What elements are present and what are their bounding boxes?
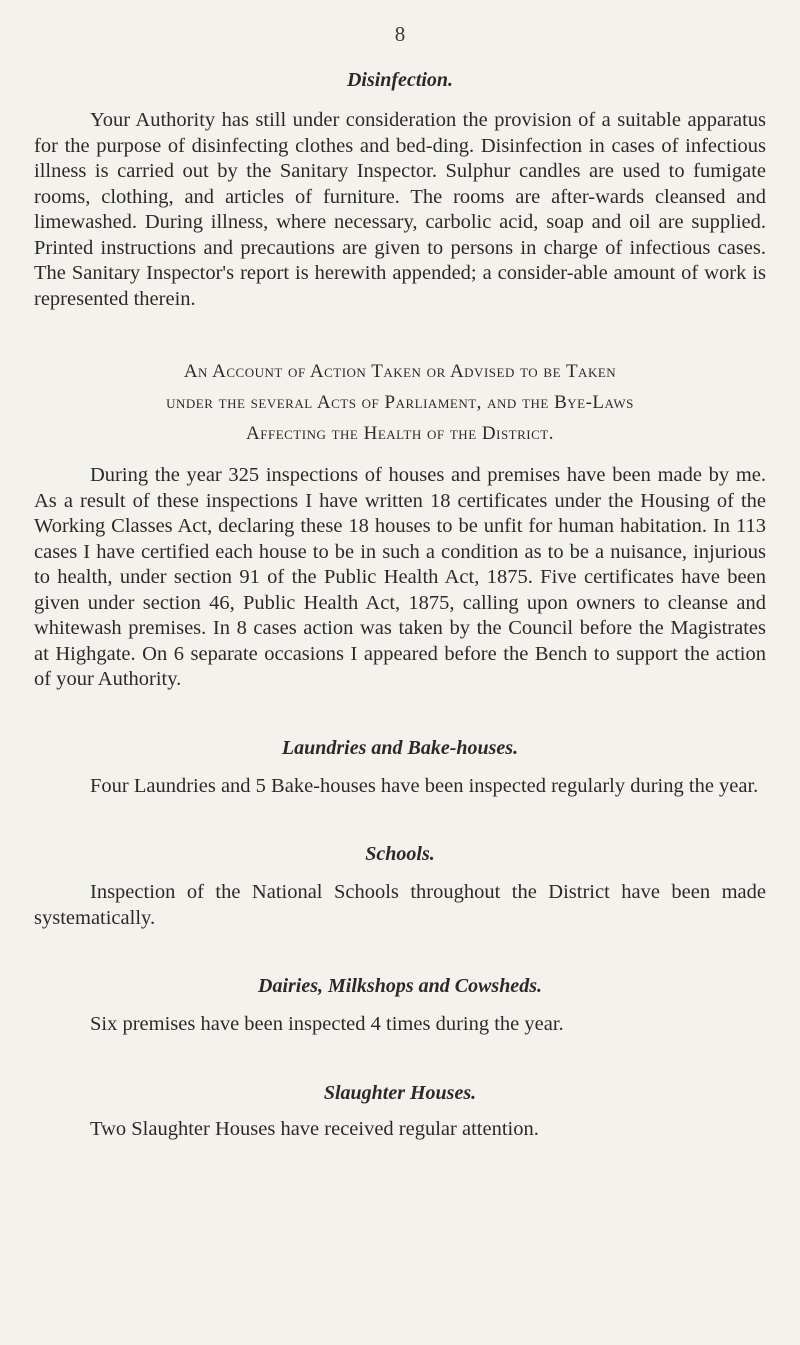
- page-number: 8: [394, 22, 406, 46]
- disinfection-heading: Disinfection.: [346, 69, 454, 91]
- document-page: [34, 22, 766, 1142]
- slaughter-houses-paragraph: Two Slaughter Houses have received regular attention.: [90, 1117, 539, 1140]
- account-paragraph: During the year 325 inspections of houses and premises have been made by me. As a result of these inspections I have written 18 certificates under the Housing of the Working Classes Act, declaring these 18 houses to be unfit for human habitation. In 113 cases I have certified each house to be in such a condition as to be a nuisance, injurious to health, under section 91 of the Public Health Act, 1875. Five certificates have been given under section 46, Public Health Act, 1875, calling upon owners to cleanse and whitewash premises. In 8 cases action was taken by the Council before the Magistrates at Highgate. On 6 separate occasions I appeared before the Bench to support the action of your Authority.: [34, 464, 766, 690]
- account-heading-line-1: An Account of Action Taken or Advised to be Taken: [183, 361, 617, 382]
- dairies-paragraph: Six premises have been inspected 4 times during the year.: [90, 1013, 564, 1035]
- disinfection-paragraph: Your Authority has still under consideration the provision of a suitable apparatus for the purpose of disinfecting clothes and bed-ding. Disinfection in cases of infectious illness is carried out by the Sanitary Inspector. Sulphur candles are used to fumigate rooms, clothing, and articles of furniture. The rooms are after-wards cleansed and limewashed. During illness, where necessary, carbolic acid, soap and oil are supplied. Printed instructions and precautions are given to persons in charge of infectious cases. The Sanitary Inspector's report is herewith appended; a consider-able amount of work is represented therein.: [34, 109, 766, 310]
- schools-heading: Schools.: [365, 843, 435, 865]
- slaughter-houses-heading: Slaughter Houses.: [323, 1081, 477, 1104]
- schools-paragraph: Inspection of the National Schools throughout the District have been made systematically.: [34, 881, 766, 929]
- laundries-paragraph: Four Laundries and 5 Bake-houses have been inspected regularly during the year.: [90, 774, 759, 797]
- account-heading-line-3: Affecting the Health of the District.: [246, 423, 554, 444]
- account-heading-line-2: under the several Acts of Parliament, and the Bye-Laws: [166, 392, 634, 413]
- dairies-heading: Dairies, Milkshops and Cowsheds.: [258, 975, 542, 997]
- account-heading: [34, 356, 766, 449]
- laundries-heading: Laundries and Bake-houses.: [281, 736, 519, 759]
